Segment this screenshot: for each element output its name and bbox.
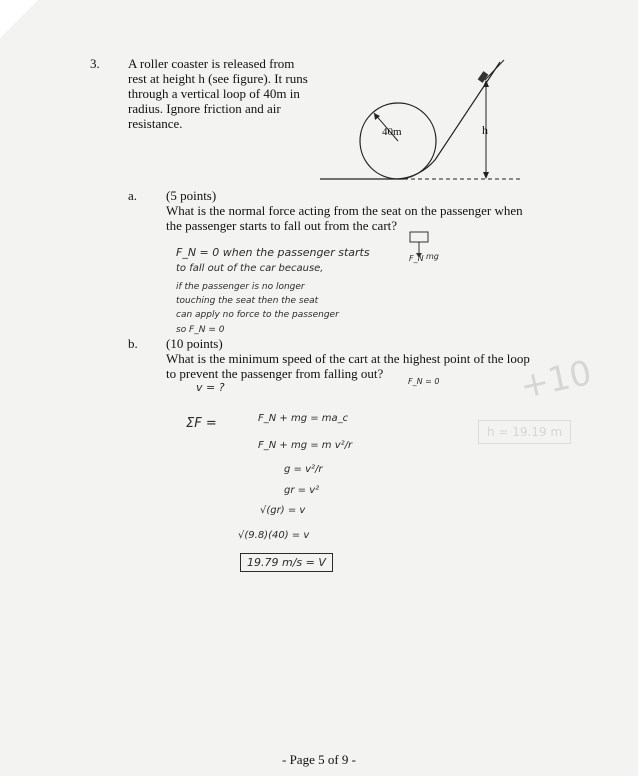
final-answer-box: 19.79 m/s = V bbox=[240, 553, 333, 572]
roller-coaster-figure bbox=[310, 50, 530, 190]
fn-zero-note: F_N = 0 bbox=[408, 377, 440, 386]
part-a-answer-line-4: touching the seat then the seat bbox=[176, 296, 319, 306]
folded-corner bbox=[0, 0, 38, 38]
question-number: 3. bbox=[90, 56, 100, 71]
height-arrow-top bbox=[483, 80, 489, 87]
bleed-through-score: +10 bbox=[516, 352, 596, 408]
work-equation-3: g = v²/r bbox=[284, 464, 323, 475]
track-tail bbox=[485, 60, 504, 80]
part-a-answer-line-3: if the passenger is no longer bbox=[176, 282, 305, 292]
work-equation-5: √(gr) = v bbox=[260, 505, 306, 516]
fbd-box bbox=[410, 232, 428, 242]
question-text: A roller coaster is released from rest at height h (see figure). It runs through a vertical loop of 40m in radius. Ignore friction and air resistance. bbox=[128, 56, 308, 131]
work-equation-1: F_N + mg = ma_c bbox=[258, 413, 349, 424]
part-b-label: b. bbox=[128, 336, 138, 351]
work-equation-4: gr = v² bbox=[284, 485, 320, 496]
sum-of-forces: ΣF = bbox=[186, 416, 217, 431]
fbd-label-fn: F_N bbox=[409, 254, 424, 263]
work-equation-6: √(9.8)(40) = v bbox=[238, 530, 310, 541]
height-arrow-bottom bbox=[483, 172, 489, 179]
part-a-question: What is the normal force acting from the seat on the passenger when the passenger starts to fall out from the cart? bbox=[166, 203, 523, 233]
part-a-answer-line-1: F_N = 0 when the passenger starts bbox=[176, 246, 370, 259]
bleed-through-answer: h = 19.19 m bbox=[478, 420, 571, 444]
part-b-question: What is the minimum speed of the cart at the highest point of the loop to prevent the passenger from falling out? bbox=[166, 351, 530, 381]
part-b-points: (10 points) bbox=[166, 336, 223, 351]
height-label: h bbox=[482, 123, 488, 137]
part-a-label: a. bbox=[128, 188, 138, 203]
fbd-label-mg: mg bbox=[426, 252, 439, 261]
page-footer: - Page 5 of 9 - bbox=[281, 752, 356, 767]
work-equation-2: F_N + mg = m v²/r bbox=[258, 440, 353, 451]
radius-label: 40m bbox=[382, 126, 402, 138]
part-a-points: (5 points) bbox=[166, 188, 217, 203]
free-body-sketch bbox=[402, 228, 452, 273]
v-query: v = ? bbox=[196, 381, 225, 394]
part-a-answer-line-5: can apply no force to the passenger bbox=[176, 310, 339, 320]
part-a-answer-line-6: so F_N = 0 bbox=[176, 325, 225, 335]
part-a-answer-line-2: to fall out of the car because, bbox=[176, 263, 324, 274]
